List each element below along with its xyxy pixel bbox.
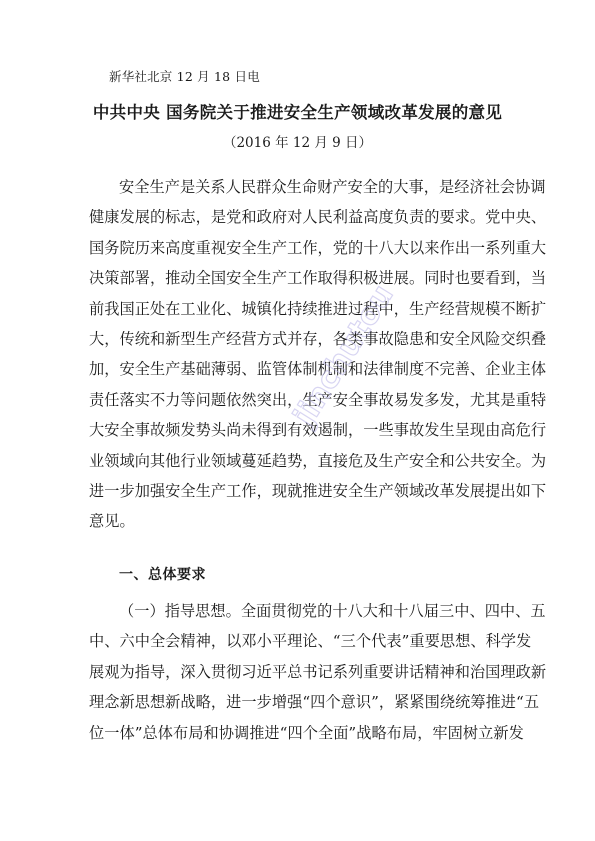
paragraph-line: 业领域向其他行业领域蔓延趋势，直接危及生产安全和公共安全。为: [89, 451, 547, 470]
document-title: 中共中央 国务院关于推进安全生产领域改革发展的意见: [92, 103, 503, 122]
paragraph-line: 健康发展的标志，是党和政府对人民利益高度负责的要求。党中央、: [89, 208, 547, 227]
paragraph-line: 中、六中全会精神，以邓小平理论、“三个代表”重要思想、科学发: [89, 632, 532, 651]
section-paragraph: [89, 596, 547, 748]
paragraph-line: 展观为指导，深入贯彻习近平总书记系列重要讲话精神和治国理政新: [89, 662, 547, 681]
paragraph-line: 大安全事故频发势头尚未得到有效遏制，一些事故发生呈现由高危行: [89, 421, 547, 440]
paragraph-line: 进一步加强安全生产工作，现就推进安全生产领域改革发展提出如下: [89, 481, 547, 500]
paragraph-line: 前我国正处在工业化、城镇化持续推进过程中，生产经营规模不断扩: [89, 299, 547, 318]
paragraph-line: 位一体”总体布局和协调推进“四个全面”战略布局，牢固树立新发: [89, 723, 524, 742]
paragraph-line: 国务院历来高度重视安全生产工作，党的十八大以来作出一系列重大: [89, 238, 547, 257]
section-heading: 一、总体要求: [119, 567, 206, 583]
paragraph-line: 安全生产是关系人民群众生命财产安全的大事，是经济社会协调: [119, 178, 546, 196]
intro-paragraph: [89, 172, 547, 537]
paragraph-line: 理念新思想新战略，进一步增强“四个意识”，紧紧围绕统筹推进“五: [89, 693, 540, 712]
paragraph-line: 加，安全生产基础薄弱、监管体制机制和法律制度不完善、企业主体: [89, 360, 547, 379]
paragraph-line: 决策部署，推动全国安全生产工作取得积极进展。同时也要看到，当: [89, 269, 547, 288]
paragraph-line: 意见。: [89, 512, 135, 531]
paragraph-line: （一）指导思想。全面贯彻党的十八大和十八届三中、四中、五: [119, 602, 546, 620]
paragraph-line: 责任落实不力等问题依然突出，生产安全事故易发多发，尤其是重特: [89, 390, 547, 409]
dateline: 新华社北京 12 月 18 日电: [109, 69, 260, 84]
svg-text:jinchutou: jinchutou: [286, 278, 401, 432]
document-date: （2016 年 12 月 9 日）: [222, 135, 373, 151]
paragraph-line: 大，传统和新型生产经营方式并存，各类事故隐患和安全风险交织叠: [89, 329, 547, 348]
